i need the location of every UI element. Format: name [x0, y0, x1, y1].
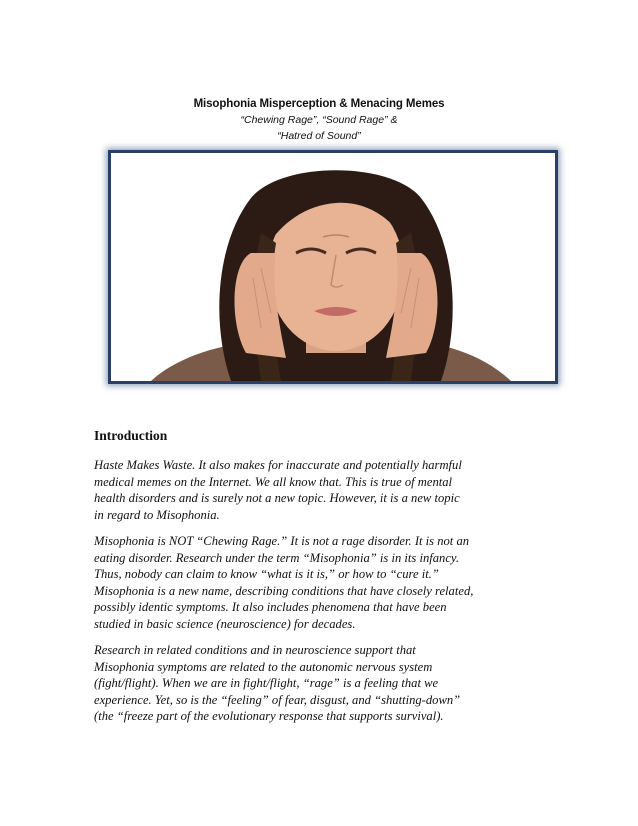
paragraph-3: Research in related conditions and in neuroscience support that Misophonia symptoms are related to the autonomic nervous system (fight/flight). When we are in fight/flight, “rage” is a feeling that we experience. Yet, so is the “feeling” of fear, disgust, and “shutting-down” (the “freeze part of the evolutionary response that supports survival). [94, 643, 461, 723]
document-header [0, 96, 638, 144]
article-body [94, 427, 554, 735]
document-subtitle-line-2: “Hatred of Sound” [277, 130, 361, 142]
section-heading-introduction: Introduction [94, 428, 168, 443]
document-subtitle-line-1: “Chewing Rage”, “Sound Rage” & [240, 114, 398, 126]
paragraph-2: Misophonia is NOT “Chewing Rage.” It is not a rage disorder. It is not an eating disorder. Research under the term “Misophonia” is in its infancy. Thus, nobody can claim to know “what is it is,” or how to “cure it.” Misophonia is a new name, describing conditions that have closely related, possibly identic symptoms. It also includes phenomena that have been studied in basic science (neuroscience) for decades. [94, 534, 474, 631]
paragraph-1: Haste Makes Waste. It also makes for inaccurate and potentially harmful medical memes on the Internet. We all know that. This is true of mental health disorders and is surely not a new topic. However, it is a new topic in regard to Misophonia. [94, 458, 462, 522]
woman-covering-ears-photo [111, 153, 555, 381]
document-title: Misophonia Misperception & Menacing Memes [193, 98, 445, 110]
photo-frame [108, 150, 558, 384]
